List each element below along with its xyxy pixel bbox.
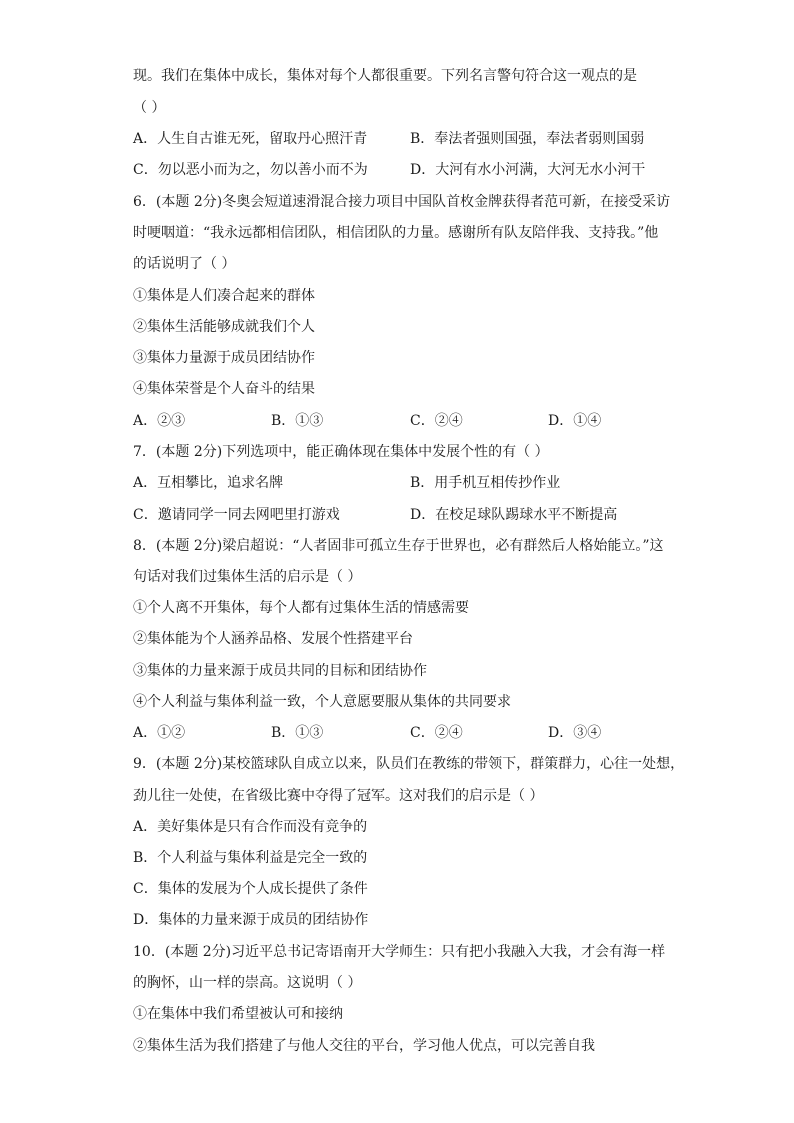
- q5-stem-line-1: 现。我们在集体中成长，集体对每个人都很重要。下列名言警句符合这一观点的是: [133, 68, 637, 84]
- q6-option-c: C．②④: [410, 413, 463, 429]
- q8-option-d: D．③④: [548, 725, 602, 741]
- q9-option-d: D．集体的力量来源于成员的团结协作: [133, 912, 369, 928]
- q8-option-a: A．①②: [133, 725, 186, 741]
- q6-item-3: ③集体力量源于成员团结协作: [133, 350, 315, 366]
- q6-item-4: ④集体荣誉是个人奋斗的结果: [133, 381, 315, 397]
- q5-option-a: A．人生自古谁无死，留取丹心照汗青: [133, 131, 368, 147]
- q6-item-1: ①集体是人们凑合起来的群体: [133, 288, 315, 304]
- q9-stem-line-2: 劲儿往一处使，在省级比赛中夺得了冠军。这对我们的启示是（ ）: [133, 788, 544, 804]
- q6-option-a: A．②③: [133, 413, 186, 429]
- q8-stem-line-2: 句话对我们过集体生活的启示是（ ）: [133, 569, 362, 585]
- q8-item-4: ④个人利益与集体利益一致，个人意愿要服从集体的共同要求: [133, 694, 511, 710]
- q8-item-1: ①个人离不开集体，每个人都有过集体生活的情感需要: [133, 600, 469, 616]
- q7-option-d: D．在校足球队踢球水平不断提高: [410, 507, 618, 523]
- q5-option-d: D．大河有水小河满，大河无水小河干: [410, 162, 646, 178]
- q7-stem-line-1: 7．(本题 2分)下列选项中，能正确体现在集体中发展个性的有（ ）: [133, 444, 549, 460]
- q6-stem-line-1: 6．(本题 2分)冬奥会短道速滑混合接力项目中国队首枚金牌获得者范可新，在接受采访: [133, 194, 671, 210]
- q10-stem-line-1: 10．(本题 2分)习近平总书记寄语南开大学师生：只有把小我融入大我，才会有海一样: [133, 944, 666, 960]
- q8-item-2: ②集体能为个人涵养品格、发展个性搭建平台: [133, 631, 413, 647]
- q10-item-1: ①在集体中我们希望被认可和接纳: [133, 1006, 343, 1022]
- q5-stem-line-2: （ ）: [133, 100, 166, 116]
- q8-stem-line-1: 8．(本题 2分)梁启超说：“人者固非可孤立生存于世界也，必有群然后人格始能立。”这: [133, 538, 664, 554]
- q8-item-3: ③集体的力量来源于成员共同的目标和团结协作: [133, 663, 427, 679]
- q5-option-b: B．奉法者强则国强，奉法者弱则国弱: [410, 131, 645, 147]
- q9-option-a: A．美好集体是只有合作而没有竞争的: [133, 819, 368, 835]
- q9-option-b: B．个人利益与集体利益是完全一致的: [133, 850, 368, 866]
- q6-stem-line-2: 时哽咽道：“我永远都相信团队，相信团队的力量。感谢所有队友陪伴我、支持我。”他: [133, 225, 659, 241]
- q10-stem-line-2: 的胸怀，山一样的崇高。这说明（ ）: [133, 975, 362, 991]
- q6-option-b: B．①③: [271, 413, 324, 429]
- q6-option-d: D．①④: [548, 413, 602, 429]
- q7-option-c: C．邀请同学一同去网吧里打游戏: [133, 507, 340, 523]
- q8-option-b: B．①③: [271, 725, 324, 741]
- q6-stem-line-3: 的话说明了（ ）: [133, 256, 236, 272]
- q8-option-c: C．②④: [410, 725, 463, 741]
- q6-item-2: ②集体生活能够成就我们个人: [133, 319, 315, 335]
- q9-option-c: C．集体的发展为个人成长提供了条件: [133, 881, 368, 897]
- q7-option-b: B．用手机互相传抄作业: [410, 475, 561, 491]
- q9-stem-line-1: 9．(本题 2分)某校篮球队自成立以来，队员们在教练的带领下，群策群力，心往一处想，: [133, 756, 685, 772]
- q7-option-a: A．互相攀比，追求名牌: [133, 475, 284, 491]
- q10-item-2: ②集体生活为我们搭建了与他人交往的平台，学习他人优点，可以完善自我: [133, 1038, 595, 1054]
- q5-option-c: C．勿以恶小而为之，勿以善小而不为: [133, 162, 368, 178]
